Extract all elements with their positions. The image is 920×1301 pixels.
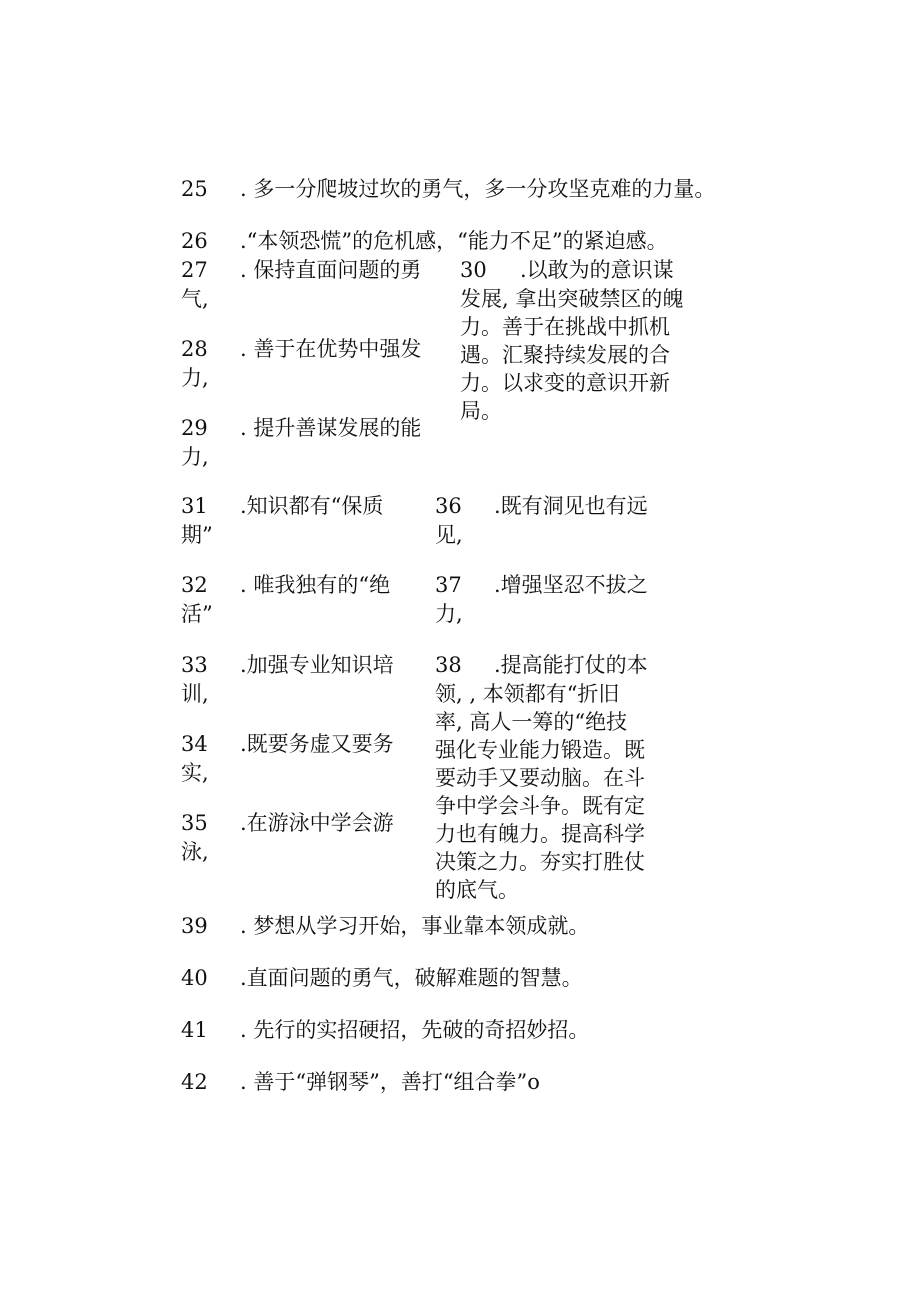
item-text-line: 要动手又要动脑。在斗 — [435, 766, 645, 790]
item-text: .知识都有“保质 — [240, 494, 384, 518]
item-number: 28 — [181, 337, 208, 361]
item-text-line: 局。 — [460, 399, 502, 423]
item-number: 35 — [181, 811, 208, 835]
item-text-line: 强化专业能力锻造。既 — [435, 738, 645, 762]
item-text: . 梦想从学习开始，事业靠本领成就。 — [240, 914, 590, 938]
item-number: 30 — [460, 258, 487, 282]
item-number: 25 — [181, 177, 208, 201]
item-text-wrap: 泳, — [181, 840, 209, 864]
item-number: 37 — [435, 573, 462, 597]
item-number: 41 — [181, 1018, 208, 1042]
item-text-line: 的底气。 — [435, 878, 519, 902]
item-number: 31 — [181, 494, 208, 518]
item-text-line: 争中学会斗争。既有定 — [435, 794, 645, 818]
item-text: .以敢为的意识谋 — [520, 258, 674, 282]
item-number: 38 — [435, 653, 462, 677]
item-text: .在游泳中学会游 — [240, 811, 394, 835]
item-number: 27 — [181, 258, 208, 282]
item-text: .“本领恐慌”的危机感，“能力不足”的紧迫感。 — [240, 229, 668, 253]
item-number: 32 — [181, 573, 208, 597]
item-text-line: 决策之力。夯实打胜仗 — [435, 850, 645, 874]
item-text-wrap: 气, — [181, 287, 209, 311]
item-text: . 善于“弹钢琴”，善打“组合拳”o — [240, 1070, 540, 1094]
item-text: . 提升善谋发展的能 — [240, 416, 422, 440]
item-text: .加强专业知识培 — [240, 653, 394, 677]
item-number: 34 — [181, 732, 208, 756]
item-text-wrap: 见, — [435, 523, 463, 547]
item-text-wrap: 实, — [181, 761, 209, 785]
item-number: 42 — [181, 1070, 208, 1094]
item-text-wrap: 活” — [181, 602, 213, 626]
item-number: 26 — [181, 229, 208, 253]
item-text-wrap: 期” — [181, 523, 213, 547]
item-text: .直面问题的勇气，破解难题的智慧。 — [240, 966, 583, 990]
item-text-wrap: 训, — [181, 682, 209, 706]
item-text: . 唯我独有的“绝 — [240, 573, 391, 597]
item-number: 40 — [181, 966, 208, 990]
item-text: .提高能打仗的本 — [494, 653, 648, 677]
item-text-line: 发展, 拿出突破禁区的魄 — [460, 287, 684, 311]
item-number: 36 — [435, 494, 462, 518]
item-text-wrap: 力, — [181, 445, 209, 469]
item-text-wrap: 力, — [181, 366, 209, 390]
item-text: . 善于在优势中强发 — [240, 337, 422, 361]
item-number: 33 — [181, 653, 208, 677]
item-text: .既有洞见也有远 — [494, 494, 648, 518]
item-text: .增强坚忍不拔之 — [494, 573, 648, 597]
item-text: . 保持直面问题的勇 — [240, 258, 422, 282]
item-text-line: 力也有魄力。提高科学 — [435, 822, 645, 846]
item-number: 29 — [181, 416, 208, 440]
item-text-line: 力。以求变的意识开新 — [460, 371, 670, 395]
item-text: .既要务虚又要务 — [240, 732, 394, 756]
item-text-line: 领, , 本领都有“折旧 — [435, 682, 620, 706]
item-text-line: 遇。汇聚持续发展的合 — [460, 343, 670, 367]
item-text-line: 率, 高人一筹的“绝技 — [435, 710, 628, 734]
item-number: 39 — [181, 914, 208, 938]
item-text: . 多一分爬坡过坎的勇气，多一分攻坚克难的力量。 — [240, 177, 716, 201]
item-text: . 先行的实招硬招，先破的奇招妙招。 — [240, 1018, 590, 1042]
item-text-line: 力。善于在挑战中抓机 — [460, 315, 670, 339]
item-text-wrap: 力, — [435, 602, 463, 626]
